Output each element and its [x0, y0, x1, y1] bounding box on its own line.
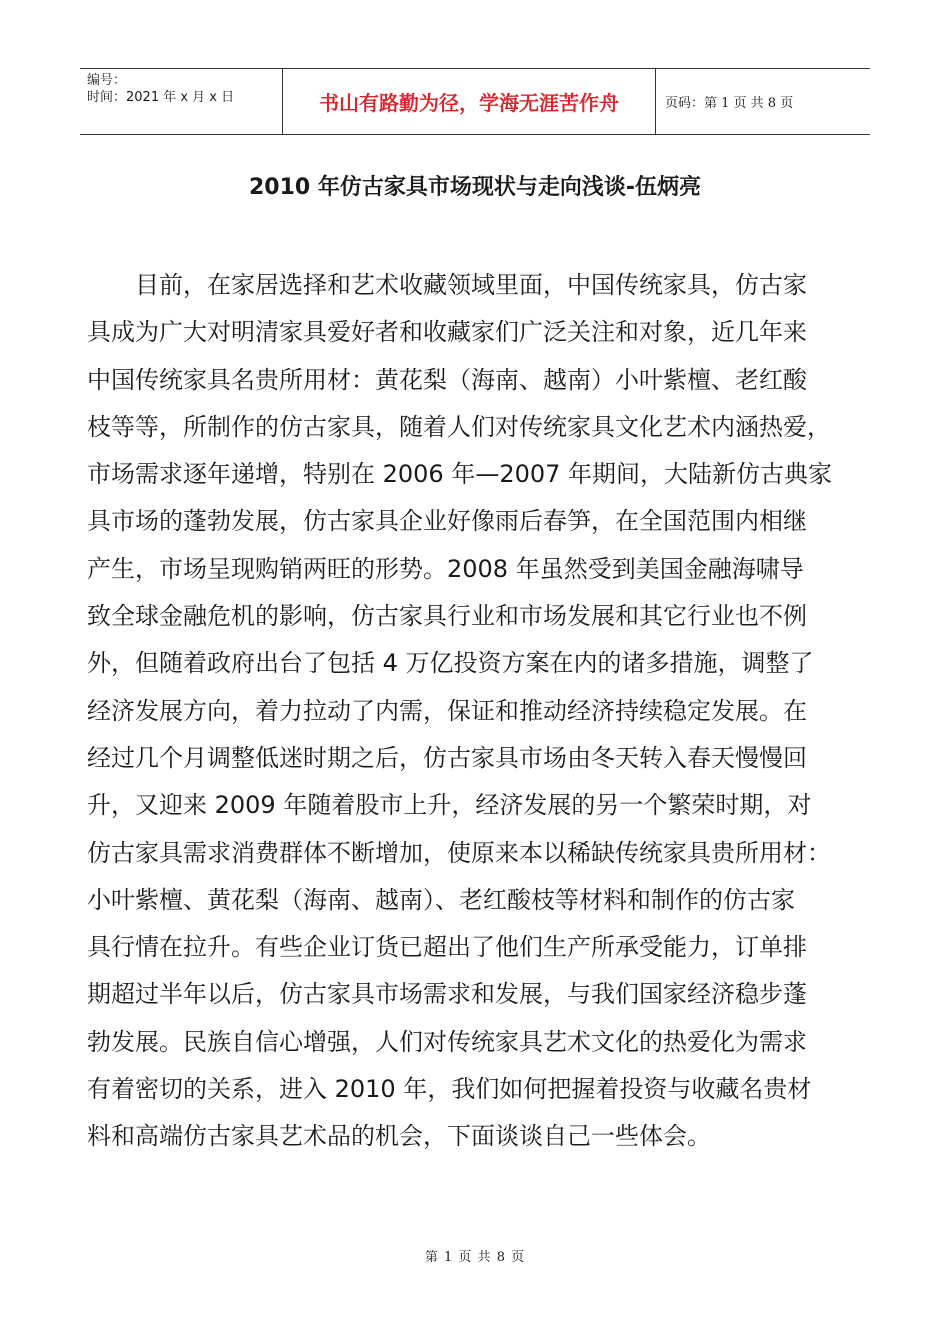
body-line: 小叶紫檀、黄花梨（海南、越南）、老红酸枝等材料和制作的仿古家 — [87, 885, 795, 914]
body-line: 升，又迎来 2009 年随着股市上升，经济发展的另一个繁荣时期，对 — [87, 791, 812, 820]
page-header — [80, 68, 870, 135]
header-motto: 书山有路勤为径，学海无涯苦作舟 — [283, 69, 656, 134]
page-footer: 第 1 页 共 8 页 — [424, 1250, 526, 1265]
body-line: 经济发展方向，着力拉动了内需，保证和推动经济持续稳定发展。在 — [87, 696, 807, 725]
header-page-info: 页码：第 1 页 共 8 页 — [665, 96, 794, 111]
body-line: 具成为广大对明清家具爱好者和收藏家们广泛关注和对象，近几年来 — [87, 318, 807, 347]
body-line: 目前，在家居选择和艺术收藏领域里面，中国传统家具，仿古家 — [87, 271, 807, 299]
body-line: 中国传统家具名贵所用材：黄花梨（海南、越南）小叶紫檀、老红酸 — [87, 365, 807, 394]
body-line: 产生，市场呈现购销两旺的形势。2008 年虽然受到美国金融海啸导 — [87, 554, 804, 583]
body-line: 仿古家具需求消费群体不断增加，使原来本以稀缺传统家具贵所用材： — [87, 838, 831, 867]
body-line: 致全球金融危机的影响，仿古家具行业和市场发展和其它行业也不例 — [87, 602, 807, 631]
time-label: 时间：2021 年 x 月 x 日 — [87, 90, 235, 105]
document-title: 2010 年仿古家具市场现状与走向浅谈-伍炳亮 — [248, 175, 702, 200]
number-label: 编号： — [87, 73, 127, 88]
body-line: 期超过半年以后，仿古家具市场需求和发展，与我们国家经济稳步蓬 — [87, 980, 807, 1009]
body-line: 具市场的蓬勃发展，仿古家具企业好像雨后春笋，在全国范围内相继 — [87, 507, 807, 536]
body-line: 具行情在拉升。有些企业订货已超出了他们生产所承受能力，订单排 — [87, 933, 807, 962]
body-line: 外，但随着政府出台了包括 4 万亿投资方案在内的诸多措施，调整了 — [87, 649, 814, 678]
body-line: 勃发展。民族自信心增强，人们对传统家具艺术文化的热爱化为需求 — [87, 1027, 807, 1056]
body-line: 经过几个月调整低迷时期之后，仿古家具市场由冬天转入春天慢慢回 — [87, 743, 807, 772]
body-line: 枝等等，所制作的仿古家具，随着人们对传统家具文化艺术内涵热爱， — [87, 412, 831, 441]
header-meta — [80, 69, 283, 134]
document-body — [87, 262, 867, 1161]
body-line: 有着密切的关系，进入 2010 年，我们如何把握着投资与收藏名贵材 — [87, 1075, 812, 1104]
body-line: 市场需求逐年递增，特别在 2006 年—2007 年期间，大陆新仿古典家 — [87, 460, 833, 489]
body-line: 料和高端仿古家具艺术品的机会，下面谈谈自己一些体会。 — [87, 1122, 711, 1151]
